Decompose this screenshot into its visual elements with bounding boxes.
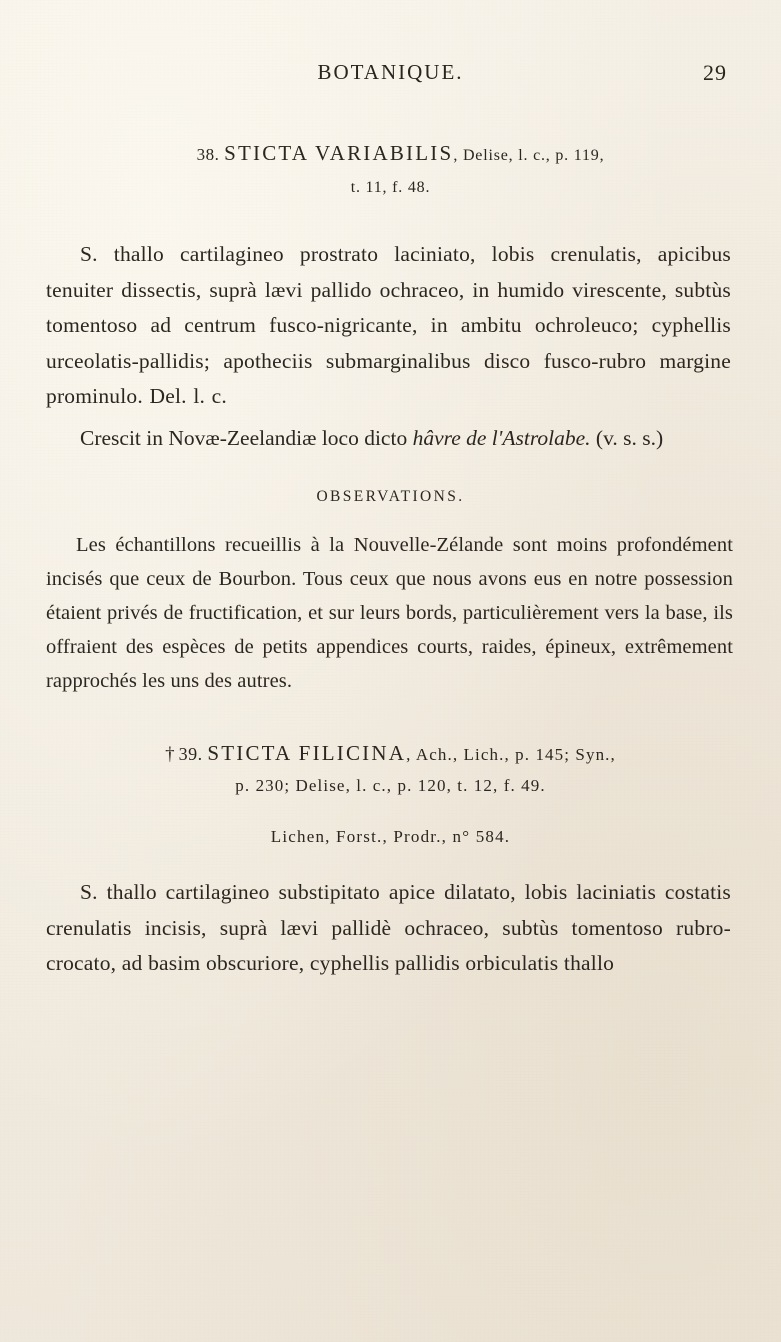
synonym-line-39: Lichen, Forst., Prodr., n° 584. xyxy=(270,827,511,846)
observations-body xyxy=(44,528,737,698)
species-reference: , Delise, l. c., p. 119, xyxy=(453,147,605,164)
observations-text: Les échantillons recueillis à la Nouvelle-Zélande sont moins profondément incisés que ceux de Bourbon. Tous ceux que nous avons eus en notre possession étaient privés de fructification, et sur leurs bords, particulièrement vers la base, ils offraient des espèces de petits appendices courts, raides, épineux, extrêmement rapprochés les uns des autres. xyxy=(46,534,733,692)
species-name: STICTA FILICINA xyxy=(207,741,407,765)
locality-place: hâvre de l'Astrolabe. xyxy=(412,425,591,450)
locality-prefix: Crescit in Novæ-Zeelandiæ loco dicto xyxy=(80,425,413,450)
running-head xyxy=(54,60,727,94)
species-heading-38 xyxy=(44,138,737,203)
species-reference: , Ach., Lich., p. 145; Syn., xyxy=(406,745,616,764)
latin-diagnosis-39 xyxy=(44,875,737,982)
species-reference-line2: p. 230; Delise, l. c., p. 120, t. 12, f. 49. xyxy=(235,776,546,795)
page-number: 29 xyxy=(703,60,727,85)
species-number: 39. xyxy=(178,744,203,764)
locality-statement-38 xyxy=(44,421,737,457)
dagger-symbol: † xyxy=(165,744,175,765)
species-name: STICTA VARIABILIS xyxy=(224,141,454,165)
diagnosis-text: S. thallo cartilagineo prostrato laciniato, lobis crenulatis, apicibus tenuiter dissectis, suprà lævi pallido ochraceo, in humido virescente, subtùs tomentoso ad centrum fusco-nigricante, in ambitu ochroleuco; cyphellis urceolatis-pallidis; apotheciis submarginalibus disco fusco-rubro margine prominulo. Del. l. c. xyxy=(46,242,731,408)
diagnosis-text: S. thallo cartilagineo substipitato apice dilatato, lobis laciniatis costatis crenulatis incisis, suprà lævi pallidè ochraceo, subtùs tomentoso rubro-crocato, ad basim obscuriore, cyphellis pallidis orbiculatis thallo xyxy=(46,880,731,975)
species-heading-39 xyxy=(44,738,737,801)
latin-diagnosis-38 xyxy=(44,237,737,415)
running-title: BOTANIQUE. xyxy=(317,60,464,84)
locality-suffix: (v. s. s.) xyxy=(590,425,664,450)
species-reference-line2: t. 11, f. 48. xyxy=(350,179,431,196)
observations-heading: OBSERVATIONS. xyxy=(316,488,465,505)
species-number: 38. xyxy=(196,145,220,164)
